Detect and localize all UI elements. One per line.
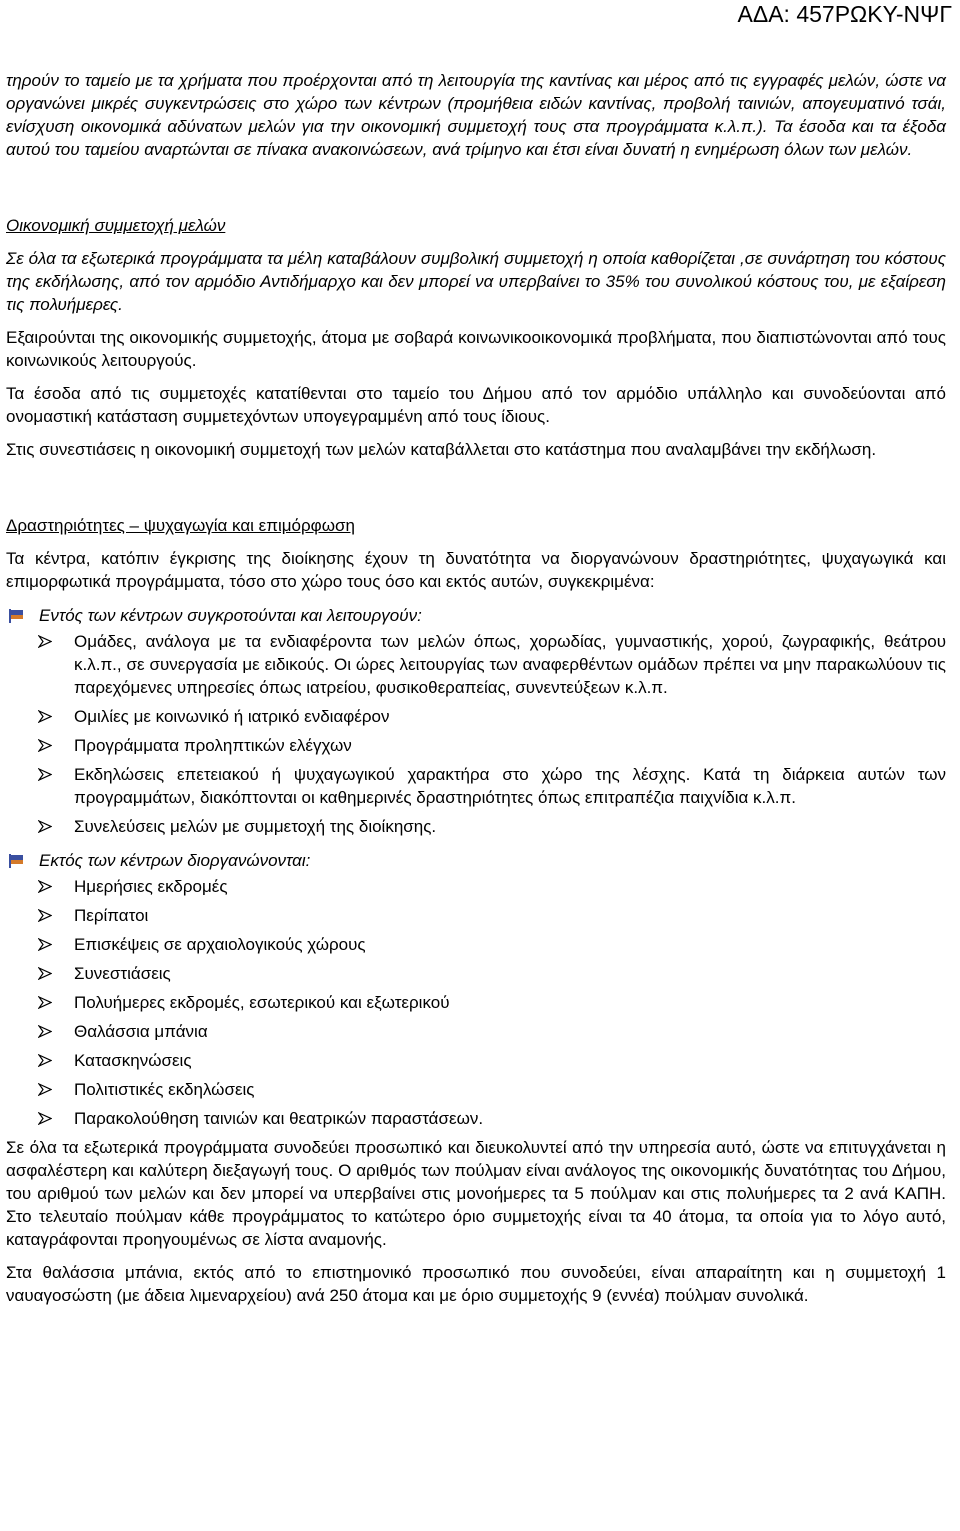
paragraph: Τα έσοδα από τις συμμετοχές κατατίθενται στο ταμείο του Δήμου από τον αρμόδιο υπάλληλο και συνοδεύονται από ονομαστική κατάσταση συμμετεχόντων υπογεγραμμένη από τους ίδιους. — [6, 384, 946, 426]
arrow-bullet-icon — [38, 710, 52, 723]
list-item — [6, 1107, 946, 1130]
inside-activities-list — [6, 630, 946, 838]
subheading-text: Εντός των κέντρων συγκροτούνται και λειτουργούν: — [39, 606, 422, 625]
list-item — [6, 630, 946, 699]
list-item-text: Ημερήσιες εκδρομές — [74, 877, 228, 896]
paragraph: Σε όλα τα εξωτερικά προγράμματα συνοδεύει προσωπικό και διευκολυντεί από την υπηρεσία αυτό, ώστε να επιτυγχάνεται η ασφαλέστερη και καλύτερη διεξαγωγή τους. Ο αριθμός των πούλμαν είναι ανάλογος της οικονομικής δυνατότητας του Δήμου, του αριθμού των μελών και δεν μπορεί να υπερβαίνει στις μονοήμερες τα 5 πούλμαν και στις πολυήμερες τα 2 ανά ΚΑΠΗ. Στο τελευταίο πούλμαν κάθε προγράμματος το κατώτερο όριο συμμετοχής είναι τα 40 άτομα, τα οποία για το λόγο αυτό, καταγράφονται προηγουμένως σε λίστα αναμονής. — [6, 1138, 946, 1249]
arrow-bullet-icon — [38, 1054, 52, 1067]
list-item — [6, 962, 946, 985]
subheading-text: Εκτός των κέντρων διοργανώνονται: — [39, 851, 311, 870]
list-item — [6, 763, 946, 809]
list-item — [6, 705, 946, 728]
list-item — [6, 1049, 946, 1072]
arrow-bullet-icon — [38, 768, 52, 781]
list-item — [6, 875, 946, 898]
arrow-bullet-icon — [38, 938, 52, 951]
arrow-bullet-icon — [38, 635, 52, 648]
subheading-outside — [6, 849, 946, 872]
arrow-bullet-icon — [38, 1083, 52, 1096]
subheading-inside — [6, 604, 946, 627]
list-item — [6, 933, 946, 956]
list-item — [6, 1078, 946, 1101]
arrow-bullet-icon — [38, 1112, 52, 1125]
paragraph: Στα θαλάσσια μπάνια, εκτός από το επιστημονικό προσωπικό που συνοδεύει, είναι απαραίτητη και η συμμετοχή 1 ναυαγοσώστη (με άδεια λιμεναρχείου) ανά 250 άτομα και με όριο συμμετοχής 9 (εννέα) πούλμαν συνολικά. — [6, 1263, 946, 1305]
arrow-bullet-icon — [38, 739, 52, 752]
section-title-financial-participation: Οικονομική συμμετοχή μελών — [6, 216, 226, 235]
section-title-activities: Δραστηριότητες – ψυχαγωγία και επιμόρφωση — [6, 516, 355, 535]
list-item — [6, 815, 946, 838]
list-item-text: Ομάδες, ανάλογα με τα ενδιαφέροντα των μελών όπως, χορωδίας, γυμναστικής, χορού, ζωγραφικής, θεάτρου κ.λ.π., σε συνεργασία με ειδικούς. Οι ώρες λειτουργίας των αναφερθέντων ομάδων πρέπει να μην παρακωλύουν τις παρεχόμενες υπηρεσίες όπως ιατρείου, φυσικοθεραπείας, συνεντεύξεων κ.λ.π. — [74, 632, 946, 697]
list-item-text: Πολιτιστικές εκδηλώσεις — [74, 1080, 255, 1099]
arrow-bullet-icon — [38, 909, 52, 922]
list-item-text: Συνεστιάσεις — [74, 964, 171, 983]
list-item-text: Προγράμματα προληπτικών ελέγχων — [74, 736, 352, 755]
list-item — [6, 734, 946, 757]
paragraph: Τα κέντρα, κατόπιν έγκρισης της διοίκησης έχουν τη δυνατότητα να διοργανώνουν δραστηριότητες, ψυχαγωγικά και επιμορφωτικά προγράμματα, τόσο στο χώρο τους όσο και εκτός αυτών, συγκεκριμένα: — [6, 549, 946, 591]
document-body — [6, 69, 946, 1307]
ada-code: ΑΔΑ: 457ΡΩΚΥ-ΝΨΓ — [737, 1, 952, 27]
list-item-text: Περίπατοι — [74, 906, 149, 925]
flag-bullet-icon — [6, 608, 24, 624]
arrow-bullet-icon — [38, 996, 52, 1009]
paragraph: Σε όλα τα εξωτερικά προγράμματα τα μέλη καταβάλουν συμβολική συμμετοχή η οποία καθορίζεται ,σε συνάρτηση του κόστους της εκδήλωσης, από τον αρμόδιο Αντιδήμαρχο και δεν μπορεί να υπερβαίνει το 35% του συνολικού κόστους του, με εξαίρεση τις πολυήμερες. — [6, 249, 946, 314]
list-item — [6, 1020, 946, 1043]
arrow-bullet-icon — [38, 820, 52, 833]
list-item-text: Κατασκηνώσεις — [74, 1051, 192, 1070]
list-item-text: Ομιλίες με κοινωνικό ή ιατρικό ενδιαφέρον — [74, 707, 390, 726]
intro-paragraph: τηρούν το ταμείο με τα χρήματα που προέρχονται από τη λειτουργία της καντίνας και μέρος από τις εγγραφές μελών, ώστε να οργανώνει μικρές συγκεντρώσεις στο χώρο των κέντρων (προμήθεια ειδών καντίνας, προβολή ταινιών, απογευματινό τσάι, ενίσχυση οικονομικά αδύνατων μελών για την οικονομική συμμετοχή τους στα προγράμματα κ.λ.π.). Τα έσοδα και τα έξοδα αυτού του ταμείου αναρτώνται σε πίνακα ανακοινώσεων, ανά τρίμηνο και έτσι είναι δυνατή η ενημέρωση όλων των μελών. — [6, 71, 946, 159]
list-item-text: Επισκέψεις σε αρχαιολογικούς χώρους — [74, 935, 366, 954]
list-item-text: Εκδηλώσεις επετειακού ή ψυχαγωγικού χαρακτήρα στο χώρο της λέσχης. Κατά τη διάρκεια αυτών των προγραμμάτων, διακόπτονται οι καθημερινές δραστηριότητες όπως επιτραπέζια παιχνίδια κ.λ.π. — [74, 765, 946, 807]
flag-bullet-icon — [6, 853, 24, 869]
list-item-text: Παρακολούθηση ταινιών και θεατρικών παραστάσεων. — [74, 1109, 484, 1128]
list-item-text: Θαλάσσια μπάνια — [74, 1022, 208, 1041]
list-item — [6, 991, 946, 1014]
paragraph: Εξαιρούνται της οικονομικής συμμετοχής, άτομα με σοβαρά κοινωνικοοικονομικά προβλήματα, που διαπιστώνονται από τους κοινωνικούς λειτουργούς. — [6, 328, 946, 370]
arrow-bullet-icon — [38, 967, 52, 980]
outside-activities-list — [6, 875, 946, 1130]
list-item-text: Πολυήμερες εκδρομές, εσωτερικού και εξωτερικού — [74, 993, 450, 1012]
list-item — [6, 904, 946, 927]
paragraph: Στις συνεστιάσεις η οικονομική συμμετοχή των μελών καταβάλλεται στο κατάστημα που αναλαμβάνει την εκδήλωση. — [6, 440, 877, 459]
list-item-text: Συνελεύσεις μελών με συμμετοχή της διοίκησης. — [74, 817, 437, 836]
arrow-bullet-icon — [38, 1025, 52, 1038]
arrow-bullet-icon — [38, 880, 52, 893]
